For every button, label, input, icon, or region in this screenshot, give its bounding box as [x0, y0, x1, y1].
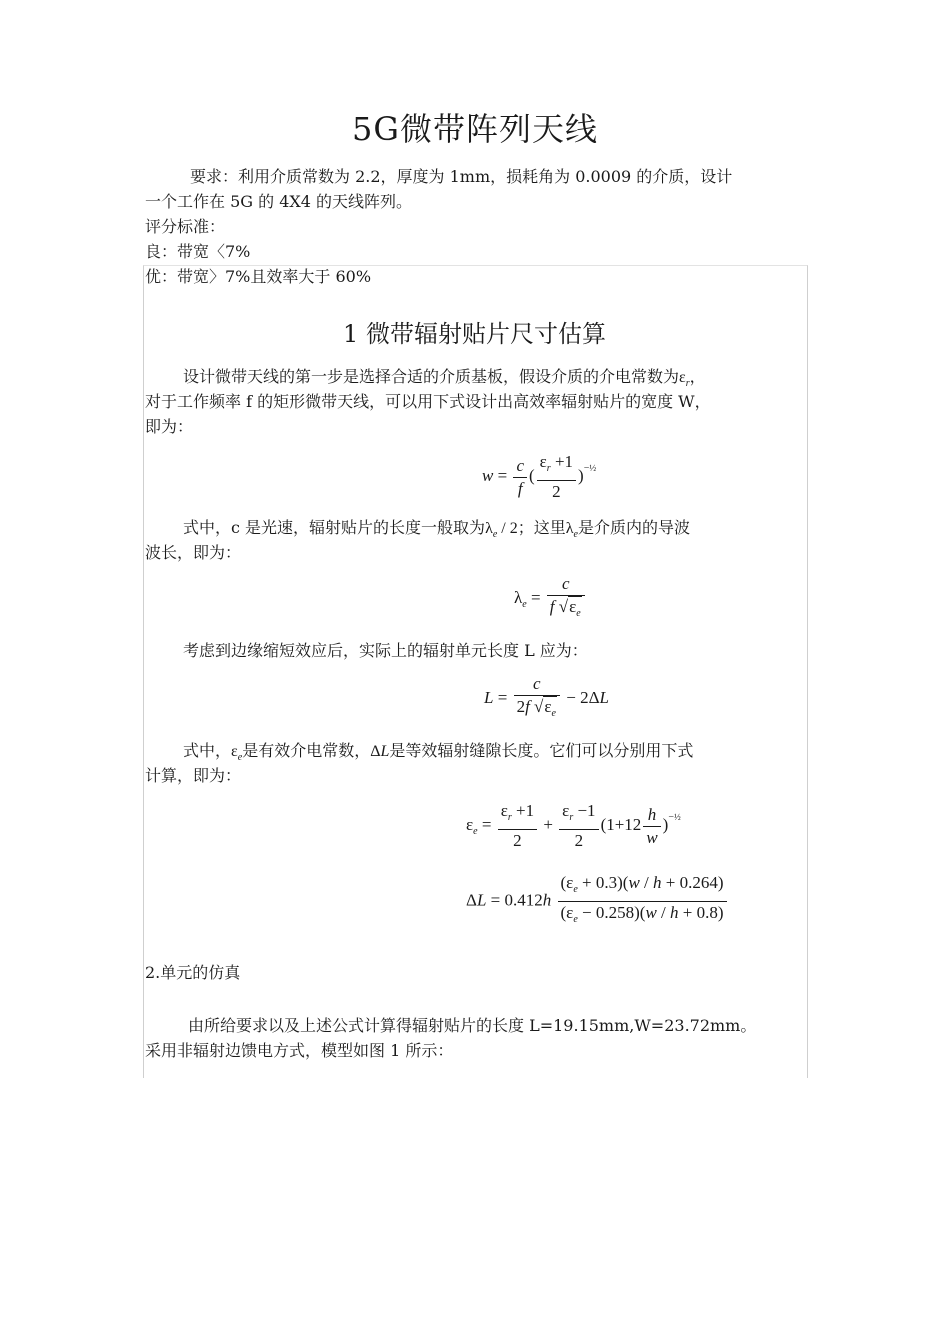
criteria-excellent: 优：带宽〉7%且效率大于 60% — [145, 267, 372, 286]
section-2-title: 2.单元的仿真 — [145, 963, 241, 982]
paragraph-1-line-1: 设计微带天线的第一步是选择合适的介质基板，假设介质的介电常数为$\varepsilon_r$， — [183, 367, 706, 389]
paragraph-4-text-b: 是有效介电常数， — [242, 741, 371, 760]
paragraph-5-line-2: 采用非辐射边馈电方式，模型如图 1 所示： — [145, 1041, 454, 1060]
paragraph-2-text-b: ；这里 — [517, 518, 566, 537]
paragraph-4-line-1 — [183, 738, 693, 770]
page-title: 5G微带阵列天线 — [352, 110, 598, 148]
paragraph-2-line-2: 波长，即为： — [145, 543, 242, 562]
paragraph-1-line-2: 对于工作频率 f 的矩形微带天线，可以用下式设计出高效率辐射贴片的宽度 W， — [145, 392, 711, 411]
paragraph-2-text-c: 是介质内的导波 — [577, 518, 690, 537]
paragraph-2-text-a: 式中，c 是光速，辐射贴片的长度一般取为 — [183, 518, 486, 537]
paragraph-5-line-1: 由所给要求以及上述公式计算得辐射贴片的长度 L=19.15mm,W=23.72mm。 — [188, 1016, 757, 1035]
section-1-title: 1 微带辐射贴片尺寸估算 — [343, 320, 606, 348]
paragraph-4-text-c: 是等效辐射缝隙长度。它们可以分别用下式 — [389, 741, 694, 760]
epsilon-e-symbol: $\varepsilon_e$ — [231, 743, 243, 763]
delta-l-symbol: ΔL — [370, 743, 390, 760]
formula-length: L = $\frac{c}{2f √\varepsilon_e}$ − 2ΔL — [484, 674, 609, 719]
paragraph-4-line-2: 计算，即为： — [145, 766, 242, 785]
paragraph-1-line-3: 即为： — [145, 417, 194, 436]
paragraph-1-text: 设计微带天线的第一步是选择合适的介质基板，假设介质的介电常数为 — [183, 367, 680, 386]
paragraph-4-text-a: 式中， — [183, 741, 232, 760]
criteria-good: 良：带宽〈7% — [145, 242, 251, 261]
formula-width: w = $\frac{c}{f}$ ( $\frac{\varepsilon_r +1}{2}$ )$^{-\frac{1}{2}}$ — [482, 452, 597, 501]
paragraph-3: 考虑到边缘缩短效应后，实际上的辐射单元长度 L 应为： — [183, 641, 588, 660]
criteria-label: 评分标准： — [145, 217, 226, 236]
requirement-line-1: 要求：利用介质常数为 2.2，厚度为 1mm，损耗角为 0.0009 的介质，设计 — [190, 167, 733, 186]
lambda-e-symbol: $\lambda_e$ — [565, 520, 578, 540]
requirement-line-2: 一个工作在 5G 的 4X4 的天线阵列。 — [145, 192, 413, 211]
half-wavelength-symbol: $\lambda_e / 2$ — [485, 520, 518, 540]
formula-effective-permittivity: $\varepsilon_e$ = $\frac{\varepsilon_r +1}{2}$ + $\frac{\varepsilon_r -1}{2}$ (1+12 $\frac{h}{w}$ )$^{-\frac{1}{2}}$ — [466, 801, 681, 850]
formula-wavelength: $\lambda_e$ = $\frac{c}{f √\varepsilon_e}$ — [514, 573, 587, 625]
formula-delta-length: ΔL = 0.412h $\frac{(\varepsilon_e + 0.3)(w / h + 0.264)}{(\varepsilon_e - 0.258)(w / h + 0.8)}$ — [466, 872, 729, 931]
paragraph-2-line-1 — [183, 515, 690, 547]
epsilon-r-symbol: $\varepsilon_r$ — [679, 369, 690, 389]
